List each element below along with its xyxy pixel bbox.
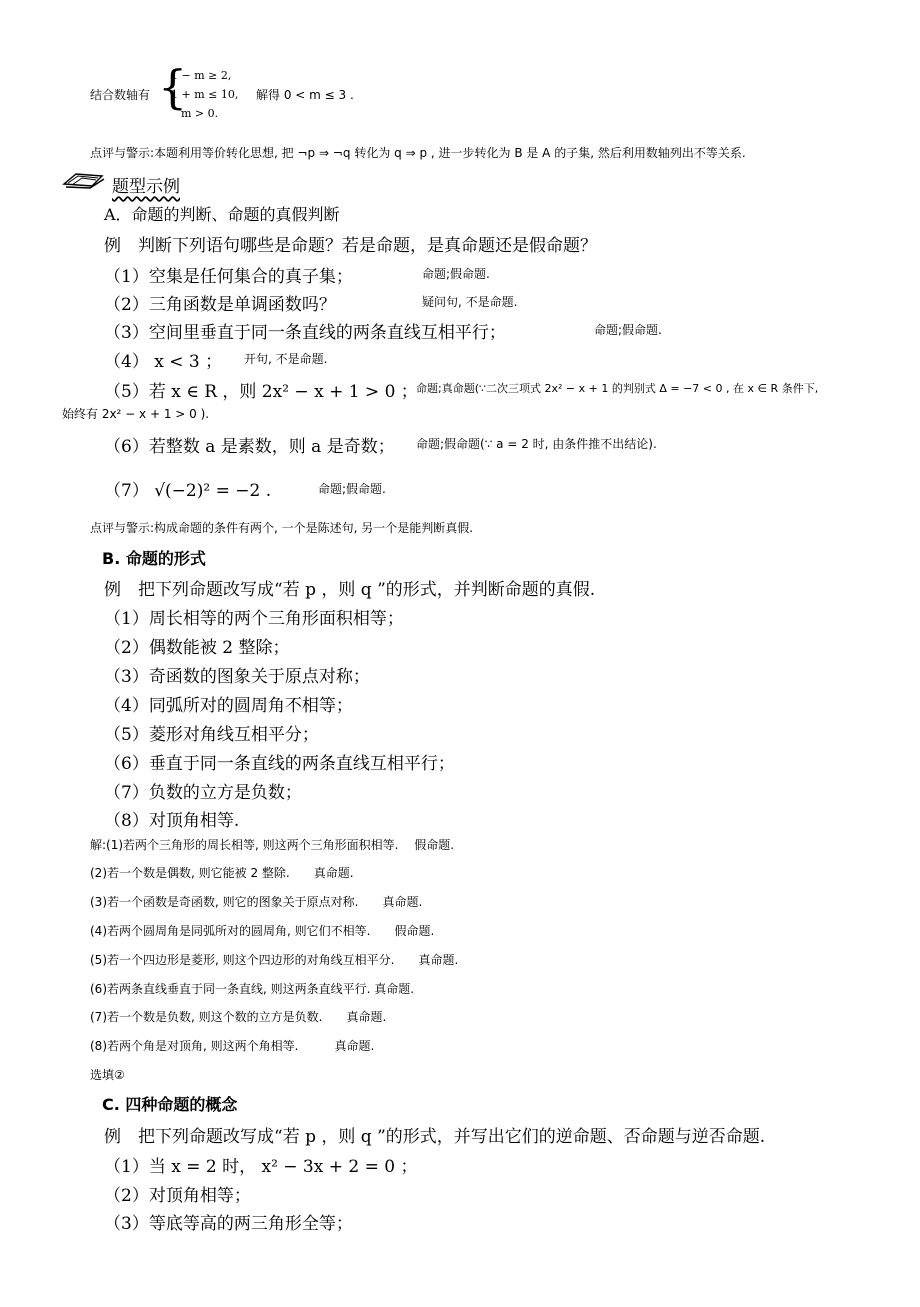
sectionA-a5-continued: 始终有 2x² − x + 1 > 0 ). — [62, 407, 210, 421]
sectionA-a7: 命题;假命题. — [318, 482, 386, 496]
sectionA-title: A．命题的判断、命题的真假判断 — [104, 205, 340, 224]
sectionB-item-4: （4）同弧所对的圆周角不相等； — [104, 696, 353, 716]
sectionB-item-5: （5）菱形对角线互相平分； — [104, 725, 319, 745]
sectionA-q2: （2）三角函数是单调函数吗？ — [104, 295, 336, 315]
sectionB-item-8: （8）对顶角相等. — [104, 811, 240, 831]
sectionA-a5: 命题;真命题(∵二次三项式 2x² − x + 1 的判别式 Δ = −7 < 0 , 在 x ∈ R 条件下, — [416, 382, 819, 395]
sectionA-q1: （1）空集是任何集合的真子集； — [104, 267, 353, 287]
sectionA-q4: （4） x < 3 ； — [104, 352, 223, 372]
system-lead: 结合数轴有 — [90, 88, 151, 102]
system-line-2: 1 + m ≤ 10, — [171, 88, 239, 101]
sectionC-title: C. 四种命题的概念 — [102, 1095, 238, 1114]
sectionA-a4: 开句, 不是命题. — [244, 352, 328, 366]
sectionC-item-3: （3）等底等高的两三角形全等； — [104, 1214, 353, 1234]
sectionC-example: 例 把下列命题改写成“若 p ，则 q ”的形式，并写出它们的逆命题、否命题与逆否命题. — [104, 1127, 766, 1147]
sectionA-q3: （3）空间里垂直于同一条直线的两条直线互相平行； — [104, 323, 506, 343]
sectionB-example: 例 把下列命题改写成“若 p ，则 q ”的形式，并判断命题的真假. — [104, 580, 596, 600]
sectionA-a2: 疑问句, 不是命题. — [422, 295, 518, 309]
left-brace: { — [158, 60, 188, 114]
system-line-3: m > 0. — [181, 107, 219, 120]
section-banner-title: 题型示例 — [112, 177, 180, 197]
comment-top: 点评与警示:本题利用等价转化思想, 把 ¬p ⇒ ¬q 转化为 q ⇒ p , 进一步转化为 B 是 A 的子集, 然后利用数轴列出不等关系. — [90, 146, 746, 160]
system-solution: 解得 0 < m ≤ 3 . — [256, 88, 354, 102]
sectionB-item-6: （6）垂直于同一条直线的两条直线互相平行； — [104, 754, 455, 774]
sectionA-q7: （7） √(−2)² = −2 . — [104, 481, 272, 501]
sectionC-item-2: （2）对顶角相等； — [104, 1186, 251, 1206]
sectionA-q6: （6）若整数 a 是素数，则 a 是奇数； — [104, 437, 395, 457]
sectionA-q5: （5）若 x ∈ R ，则 2x² − x + 1 > 0 ； — [104, 382, 418, 402]
sectionB-answer-7: (7)若一个数是负数, 则这个数的立方是负数. 真命题. — [90, 1010, 387, 1024]
sectionB-answer-6: (6)若两条直线垂直于同一条直线, 则这两条直线平行. 真命题. — [90, 982, 415, 996]
sectionB-answer-2: (2)若一个数是偶数, 则它能被 2 整除. 真命题. — [90, 866, 354, 880]
sectionB-item-7: （7）负数的立方是负数； — [104, 783, 302, 803]
sectionB-item-2: （2）偶数能被 2 整除； — [104, 638, 290, 658]
sectionC-item-1: （1）当 x = 2 时， x² − 3x + 2 = 0 ； — [104, 1157, 418, 1177]
sectionB-item-1: （1）周长相等的两个三角形面积相等； — [104, 609, 404, 629]
sectionB-answer-3: (3)若一个函数是奇函数, 则它的图象关于原点对称. 真命题. — [90, 895, 423, 909]
sectionB-item-3: （3）奇函数的图象关于原点对称； — [104, 667, 370, 687]
sectionB-title: B. 命题的形式 — [102, 549, 206, 568]
system-line-1: 1 − m ≥ 2, — [171, 69, 232, 82]
section-banner — [62, 170, 106, 194]
sectionB-answer-8: (8)若两个角是对顶角, 则这两个角相等. 真命题. — [90, 1039, 375, 1053]
sectionA-example: 例 判断下列语句哪些是命题？若是命题，是真命题还是假命题？ — [104, 236, 597, 256]
sectionB-note: 选填② — [90, 1068, 125, 1082]
sectionA-comment: 点评与警示:构成命题的条件有两个, 一个是陈述句, 另一个是能判断真假. — [90, 521, 474, 535]
sectionB-answer-1: 解:(1)若两个三角形的周长相等, 则这两个三角形面积相等. 假命题. — [90, 838, 455, 852]
sectionA-a6: 命题;假命题(∵ a = 2 时, 由条件推不出结论). — [416, 437, 657, 451]
sectionA-a3: 命题;假命题. — [594, 323, 662, 337]
notebook-pen-icon — [62, 170, 106, 190]
sectionB-answer-4: (4)若两个圆周角是同弧所对的圆周角, 则它们不相等. 假命题. — [90, 924, 435, 938]
sectionA-a1: 命题;假命题. — [422, 267, 490, 281]
sectionB-answer-5: (5)若一个四边形是菱形, 则这个四边形的对角线互相平分. 真命题. — [90, 953, 459, 967]
